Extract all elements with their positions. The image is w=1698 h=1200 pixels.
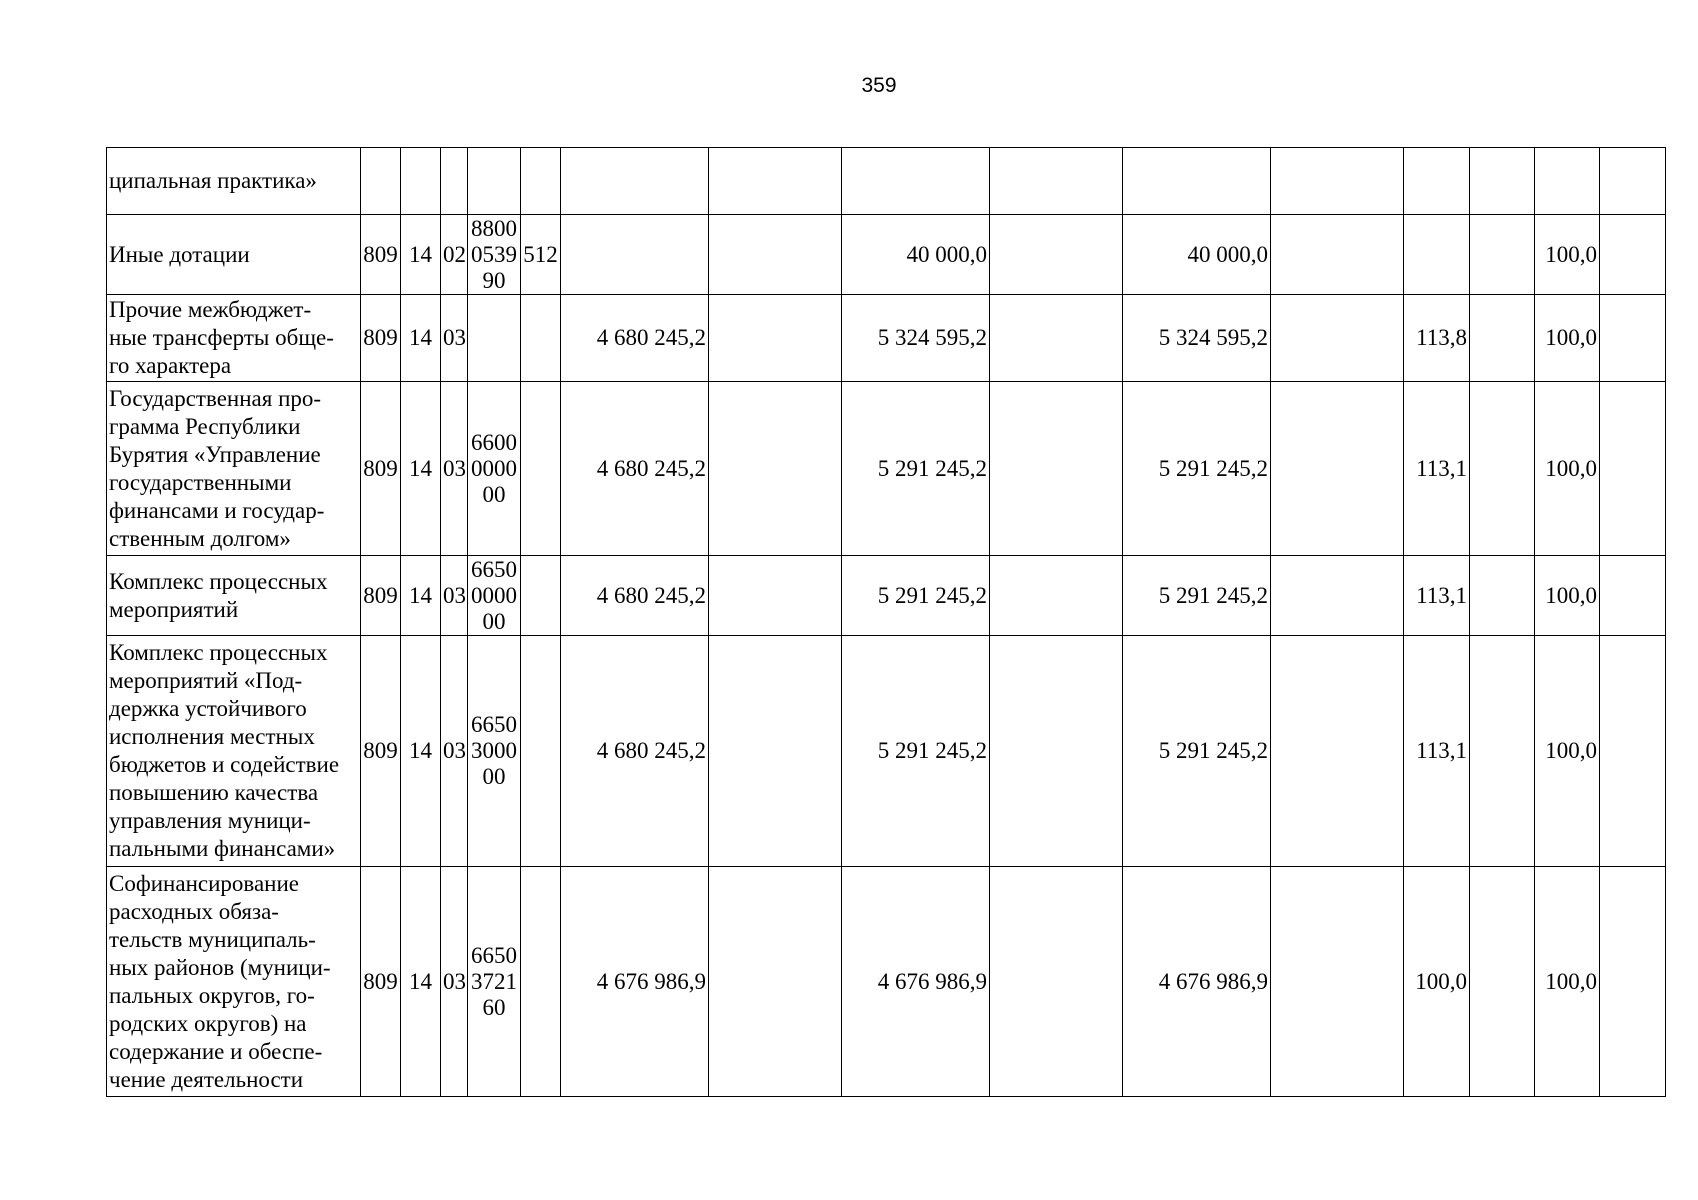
value-cell-4: [990, 556, 1123, 636]
code-cell-rz: 809: [361, 382, 401, 556]
row-name-cell: Государственная про- грамма Республики Бурятия «Управление государственными финансами и государ- ственным долгом»: [107, 382, 361, 556]
code-cell-pr: 14: [401, 382, 441, 556]
code-cell-pr: 14: [401, 556, 441, 636]
value-cell-10: [1600, 295, 1666, 382]
value-cell-7: 113,1: [1404, 382, 1470, 556]
value-cell-8: [1470, 636, 1535, 867]
value-cell-1: 4 680 245,2: [561, 382, 709, 556]
value-cell-8: [1470, 215, 1535, 295]
value-cell-2: [709, 215, 842, 295]
value-cell-10: [1600, 215, 1666, 295]
value-cell-3: 5 291 245,2: [842, 556, 990, 636]
value-cell-5: 5 291 245,2: [1123, 636, 1271, 867]
code-cell-vr: [521, 867, 561, 1097]
row-name-cell: Комплекс процессных мероприятий «Под- держка устойчивого исполнения местных бюджетов и содействие повышению качества управления муници- пальными финансами»: [107, 636, 361, 867]
value-cell-8: [1470, 382, 1535, 556]
code-cell-vid: 03: [441, 382, 468, 556]
value-cell-2: [709, 148, 842, 215]
value-cell-5: 5 291 245,2: [1123, 382, 1271, 556]
code-cell-vid: 03: [441, 295, 468, 382]
code-cell-vid: [441, 148, 468, 215]
value-cell-3: 5 291 245,2: [842, 636, 990, 867]
row-name-cell: Софинансирование расходных обяза- тельств муниципаль- ных районов (муници- пальных округов, го- родских округов) на содержание и обеспе- чение деятельности: [107, 867, 361, 1097]
code-cell-tsr: 6650 3721 60: [468, 867, 521, 1097]
value-cell-2: [709, 295, 842, 382]
value-cell-2: [709, 556, 842, 636]
page-number: 359: [861, 74, 897, 97]
table-row: [107, 295, 1666, 382]
value-cell-6: [1271, 382, 1404, 556]
value-cell-5: [1123, 148, 1271, 215]
value-cell-9: 100,0: [1535, 867, 1600, 1097]
value-cell-6: [1271, 556, 1404, 636]
row-name-cell: Комплекс процессных мероприятий: [107, 556, 361, 636]
value-cell-4: [990, 636, 1123, 867]
table-row: [107, 382, 1666, 556]
table-row: [107, 867, 1666, 1097]
value-cell-2: [709, 867, 842, 1097]
value-cell-5: 40 000,0: [1123, 215, 1271, 295]
code-cell-tsr: 8800 0539 90: [468, 215, 521, 295]
value-cell-6: [1271, 295, 1404, 382]
code-cell-pr: 14: [401, 867, 441, 1097]
code-cell-rz: 809: [361, 867, 401, 1097]
row-name-cell: Прочие межбюджет- ные трансферты обще- го характера: [107, 295, 361, 382]
code-cell-pr: [401, 148, 441, 215]
value-cell-1: 4 680 245,2: [561, 556, 709, 636]
value-cell-6: [1271, 215, 1404, 295]
value-cell-1: [561, 215, 709, 295]
value-cell-7: 100,0: [1404, 867, 1470, 1097]
value-cell-1: [561, 148, 709, 215]
code-cell-vr: [521, 295, 561, 382]
value-cell-6: [1271, 636, 1404, 867]
value-cell-5: 5 291 245,2: [1123, 556, 1271, 636]
value-cell-9: 100,0: [1535, 556, 1600, 636]
code-cell-vr: [521, 148, 561, 215]
value-cell-5: 4 676 986,9: [1123, 867, 1271, 1097]
value-cell-1: 4 680 245,2: [561, 295, 709, 382]
value-cell-9: 100,0: [1535, 382, 1600, 556]
value-cell-10: [1600, 636, 1666, 867]
code-cell-rz: 809: [361, 295, 401, 382]
code-cell-rz: 809: [361, 556, 401, 636]
row-name-cell: Иные дотации: [107, 215, 361, 295]
value-cell-4: [990, 867, 1123, 1097]
value-cell-6: [1271, 148, 1404, 215]
value-cell-3: 4 676 986,9: [842, 867, 990, 1097]
code-cell-vr: [521, 556, 561, 636]
value-cell-3: 5 324 595,2: [842, 295, 990, 382]
code-cell-tsr: 6650 3000 00: [468, 636, 521, 867]
code-cell-rz: 809: [361, 636, 401, 867]
code-cell-vr: [521, 636, 561, 867]
value-cell-10: [1600, 382, 1666, 556]
code-cell-vid: 02: [441, 215, 468, 295]
code-cell-vr: [521, 382, 561, 556]
value-cell-6: [1271, 867, 1404, 1097]
value-cell-8: [1470, 295, 1535, 382]
value-cell-10: [1600, 556, 1666, 636]
code-cell-rz: [361, 148, 401, 215]
value-cell-7: 113,1: [1404, 556, 1470, 636]
value-cell-3: [842, 148, 990, 215]
value-cell-7: 113,1: [1404, 636, 1470, 867]
code-cell-tsr: [468, 295, 521, 382]
table-row: [107, 556, 1666, 636]
code-cell-pr: 14: [401, 295, 441, 382]
table-row: [107, 636, 1666, 867]
value-cell-1: 4 676 986,9: [561, 867, 709, 1097]
value-cell-9: 100,0: [1535, 215, 1600, 295]
value-cell-7: [1404, 215, 1470, 295]
value-cell-5: 5 324 595,2: [1123, 295, 1271, 382]
value-cell-4: [990, 382, 1123, 556]
code-cell-tsr: 6650 0000 00: [468, 556, 521, 636]
value-cell-8: [1470, 148, 1535, 215]
code-cell-vid: 03: [441, 636, 468, 867]
value-cell-9: 100,0: [1535, 636, 1600, 867]
value-cell-4: [990, 148, 1123, 215]
value-cell-7: 113,8: [1404, 295, 1470, 382]
value-cell-1: 4 680 245,2: [561, 636, 709, 867]
value-cell-8: [1470, 556, 1535, 636]
value-cell-7: [1404, 148, 1470, 215]
value-cell-3: 40 000,0: [842, 215, 990, 295]
table-row: [107, 148, 1666, 215]
code-cell-vid: 03: [441, 867, 468, 1097]
code-cell-vid: 03: [441, 556, 468, 636]
value-cell-3: 5 291 245,2: [842, 382, 990, 556]
code-cell-tsr: [468, 148, 521, 215]
row-name-cell: ципальная практика»: [107, 148, 361, 215]
code-cell-tsr: 6600 0000 00: [468, 382, 521, 556]
value-cell-9: [1535, 148, 1600, 215]
value-cell-2: [709, 636, 842, 867]
value-cell-8: [1470, 867, 1535, 1097]
code-cell-pr: 14: [401, 636, 441, 867]
code-cell-pr: 14: [401, 215, 441, 295]
value-cell-10: [1600, 148, 1666, 215]
code-cell-vr: 512: [521, 215, 561, 295]
value-cell-2: [709, 382, 842, 556]
table-row: [107, 215, 1666, 295]
code-cell-rz: 809: [361, 215, 401, 295]
value-cell-4: [990, 295, 1123, 382]
budget-table: [106, 147, 1666, 1097]
value-cell-10: [1600, 867, 1666, 1097]
value-cell-9: 100,0: [1535, 295, 1600, 382]
value-cell-4: [990, 215, 1123, 295]
